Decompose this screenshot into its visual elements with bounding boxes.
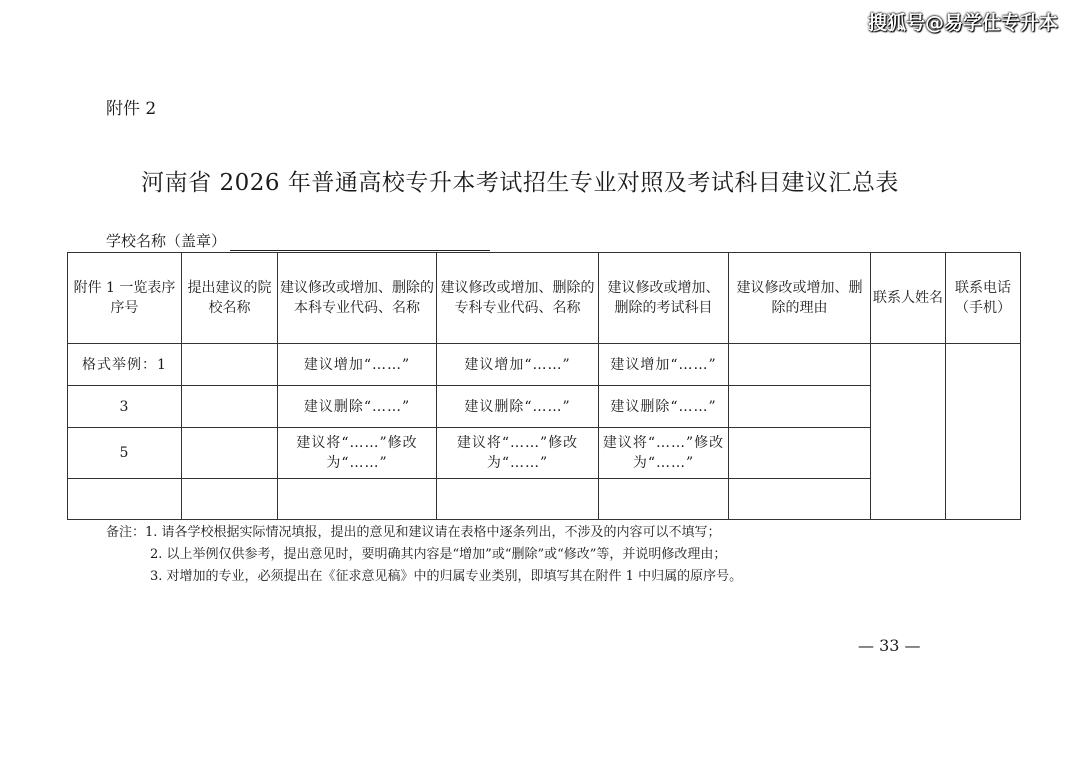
note-3: 3. 对增加的专业，必须提出在《征求意见稿》中的归属专业类别，即填写其在附件 1 中归属的原序号。	[150, 569, 743, 584]
cell-school	[182, 479, 278, 520]
cell-junior: 建议将“……”修改为“……”	[437, 428, 599, 479]
cell-reason	[729, 428, 871, 479]
cell-subject: 建议增加“……”	[599, 344, 729, 386]
table-header-row	[68, 253, 1021, 344]
header-contact-name: 联系人姓名	[871, 253, 946, 344]
summary-table	[67, 252, 1021, 520]
cell-undergrad: 建议删除“……”	[278, 386, 437, 428]
cell-seq: 5	[68, 428, 182, 479]
cell-subject	[599, 479, 729, 520]
header-contact-phone: 联系电话（手机）	[946, 253, 1021, 344]
cell-contact-phone	[946, 344, 1021, 520]
cell-school	[182, 386, 278, 428]
attachment-label: 附件 2	[106, 99, 157, 119]
header-reason: 建议修改或增加、删除的理由	[729, 253, 871, 344]
note-1: 备注：1. 请各学校根据实际情况填报，提出的意见和建议请在表格中逐条列出，不涉及的内容可以不填写；	[106, 525, 721, 540]
school-name-blank-line	[230, 234, 490, 251]
cell-junior: 建议增加“……”	[437, 344, 599, 386]
cell-seq: 3	[68, 386, 182, 428]
header-junior-major: 建议修改或增加、删除的专科专业代码、名称	[437, 253, 599, 344]
cell-undergrad: 建议将“……”修改为“……”	[278, 428, 437, 479]
watermark: 搜狐号@易学仕专升本	[867, 12, 1058, 34]
cell-junior: 建议删除“……”	[437, 386, 599, 428]
cell-undergrad: 建议增加“……”	[278, 344, 437, 386]
header-exam-subject: 建议修改或增加、删除的考试科目	[599, 253, 729, 344]
cell-school	[182, 428, 278, 479]
cell-seq: 格式举例：1	[68, 344, 182, 386]
table-row	[68, 344, 1021, 386]
cell-school	[182, 344, 278, 386]
cell-reason	[729, 479, 871, 520]
cell-reason	[729, 344, 871, 386]
header-undergrad-major: 建议修改或增加、删除的本科专业代码、名称	[278, 253, 437, 344]
school-name-field	[106, 230, 490, 251]
school-name-label: 学校名称（盖章）	[106, 232, 227, 250]
cell-reason	[729, 386, 871, 428]
note-2: 2. 以上举例仅供参考，提出意见时，要明确其内容是“增加”或“删除”或“修改”等，并说明修改理由；	[150, 547, 727, 562]
cell-subject: 建议将“……”修改为“……”	[599, 428, 729, 479]
page-number: — 33 —	[858, 636, 921, 655]
header-seq: 附件 1 一览表序序号	[68, 253, 182, 344]
cell-undergrad	[278, 479, 437, 520]
cell-junior	[437, 479, 599, 520]
cell-subject: 建议删除“……”	[599, 386, 729, 428]
header-school: 提出建议的院校名称	[182, 253, 278, 344]
cell-seq	[68, 479, 182, 520]
cell-contact-name	[871, 344, 946, 520]
page-title: 河南省 2026 年普通高校专升本考试招生专业对照及考试科目建议汇总表	[141, 170, 899, 196]
notes	[106, 522, 742, 588]
